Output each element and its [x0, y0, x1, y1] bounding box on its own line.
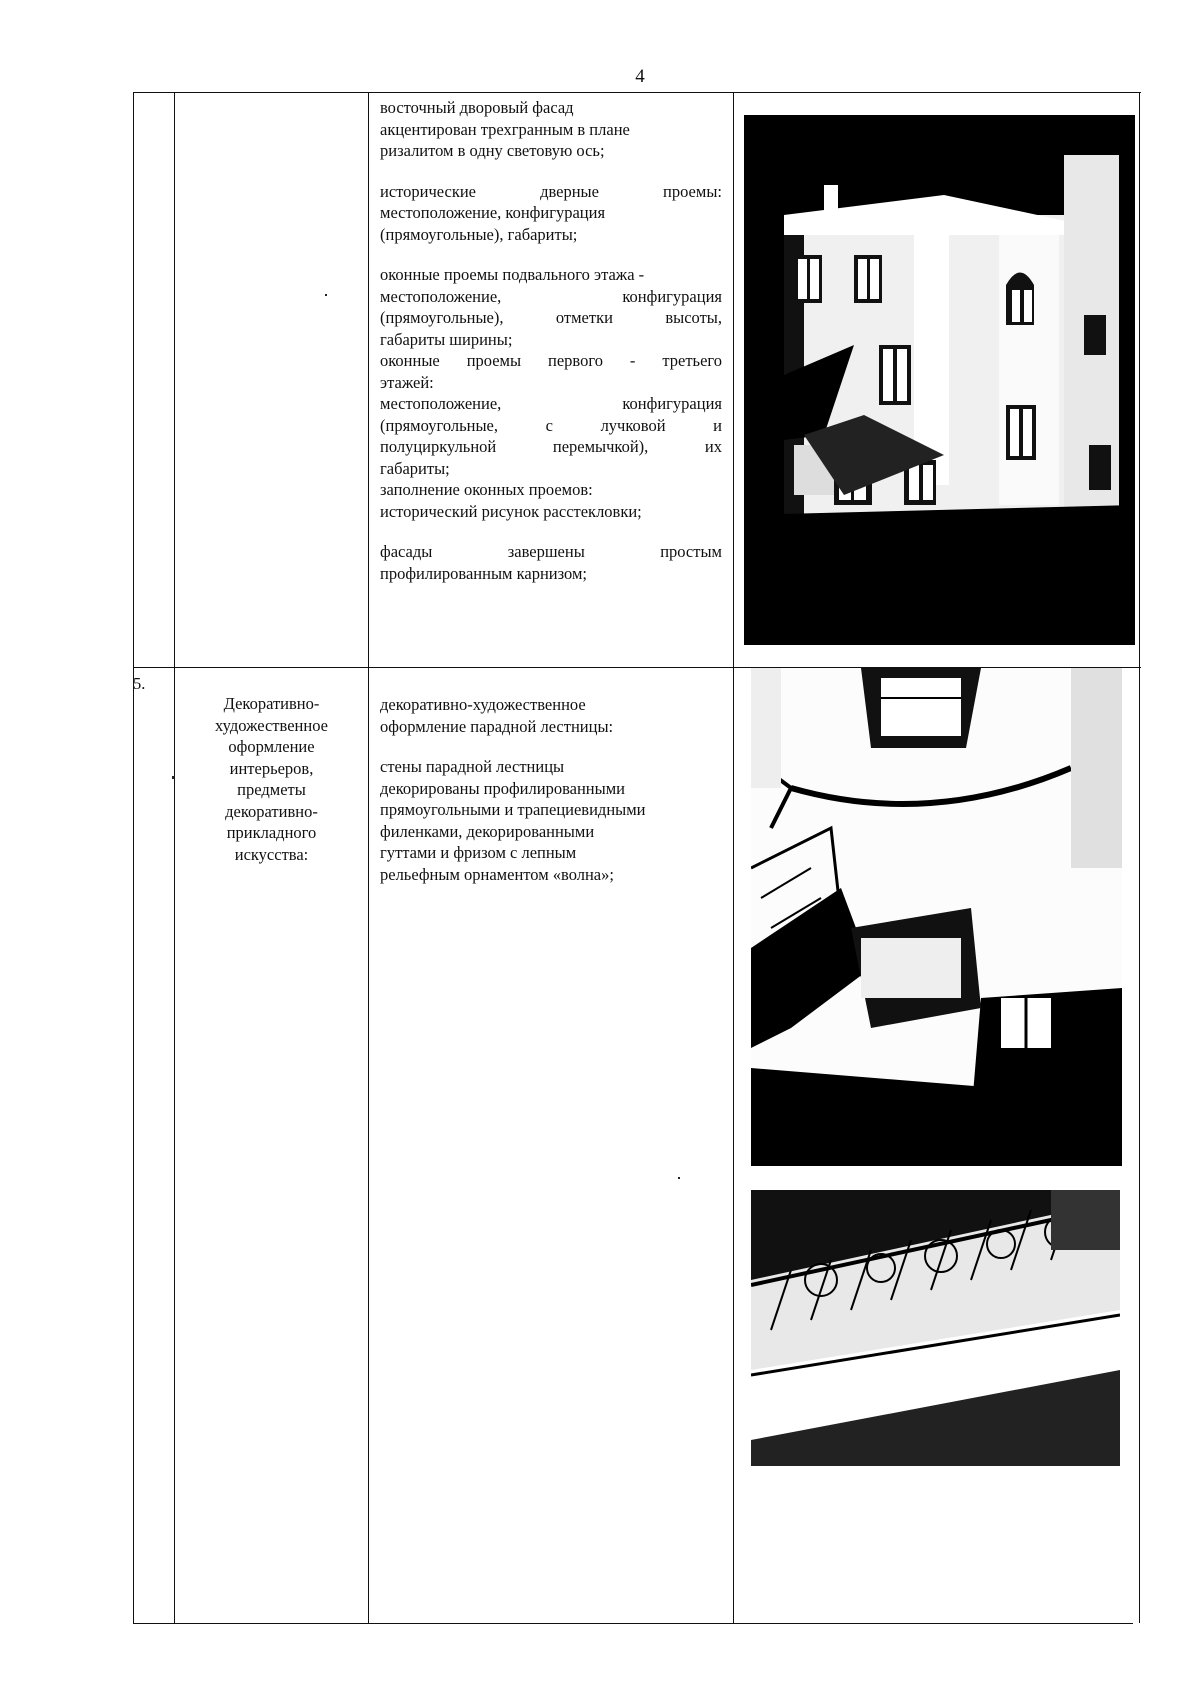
description-paragraph: [380, 756, 722, 885]
description-line: исторический рисунок расстекловки;: [380, 501, 642, 521]
description-line: полуциркульной перемычкой), их: [380, 437, 722, 456]
paragraph-gap: [380, 522, 722, 541]
description-line: гуттами и фризом с лепным: [380, 843, 577, 862]
section-title-line: художественное: [215, 715, 328, 735]
row-5-number: 5.: [133, 674, 146, 693]
description-line: исторические дверные проемы:: [380, 181, 722, 201]
paragraph-gap: [380, 737, 722, 756]
description-line: местоположение, конфигурация: [380, 203, 606, 222]
row-continued-description: [380, 97, 722, 584]
row-5-section-title: [177, 693, 366, 865]
description-line: профилированным карнизом;: [380, 563, 588, 583]
description-line: акцентирован трехгранным в плане: [380, 119, 630, 139]
description-line: габариты;: [380, 458, 450, 478]
description-line: оформление парадной лестницы:: [380, 716, 614, 736]
courtyard-facade-photo: [744, 115, 1135, 645]
description-paragraph: [380, 97, 722, 162]
scan-speck: [325, 294, 327, 296]
col-border-right: [1139, 92, 1140, 1623]
section-title-line: интерьеров,: [229, 758, 314, 778]
description-paragraph: [380, 181, 722, 246]
section-title-line: оформление: [228, 737, 315, 756]
section-title-line: прикладного: [226, 823, 317, 842]
section-title-line: предметы: [237, 780, 306, 799]
description-line: филенками, декорированными: [380, 821, 595, 841]
section-title-line: декоративно-: [225, 801, 318, 821]
col-border-number: [174, 92, 175, 1623]
staircase-photo: [751, 668, 1122, 1166]
description-line: этажей:: [380, 372, 434, 392]
scan-speck: [172, 776, 175, 779]
description-line: местоположение, конфигурация: [380, 394, 722, 413]
description-line: заполнение оконных проемов:: [380, 480, 593, 499]
description-line: стены парадной лестницы: [380, 757, 565, 776]
description-paragraph: [380, 694, 722, 737]
description-line: прямоугольными и трапециевидными: [380, 800, 646, 819]
description-line: оконные проемы подвального этажа -: [380, 265, 645, 284]
table-bottom-border: [133, 1623, 1133, 1624]
table-top-border: [133, 92, 1141, 93]
description-line: (прямоугольные), отметки высоты,: [380, 308, 722, 327]
description-line: местоположение, конфигурация: [380, 286, 722, 306]
paragraph-gap: [380, 245, 722, 264]
description-line: фасады завершены простым: [380, 542, 722, 561]
section-title-line: искусства:: [234, 844, 309, 864]
page-number: 4: [635, 66, 645, 87]
scan-speck: [678, 1177, 680, 1179]
description-paragraph: [380, 541, 722, 584]
description-line: декорированы профилированными: [380, 778, 625, 798]
description-line: (прямоугольные), габариты;: [380, 224, 578, 244]
railing-detail-photo: [751, 1190, 1120, 1466]
col-border-title: [368, 92, 369, 1623]
description-line: восточный дворовый фасад: [380, 98, 574, 117]
col-border-left: [133, 92, 134, 1623]
description-line: оконные проемы первого - третьего: [380, 351, 722, 370]
description-line: ризалитом в одну световую ось;: [380, 141, 605, 160]
description-line: декоративно-художественное: [380, 695, 586, 714]
paragraph-gap: [380, 162, 722, 181]
description-line: рельефным орнаментом «волна»;: [380, 864, 614, 884]
description-line: габариты ширины;: [380, 329, 513, 349]
section-title-line: Декоративно-: [223, 694, 320, 713]
description-paragraph: [380, 264, 722, 522]
col-border-photos: [733, 92, 734, 1623]
row-5-description: [380, 694, 722, 885]
description-line: (прямоугольные, с лучковой и: [380, 415, 722, 435]
